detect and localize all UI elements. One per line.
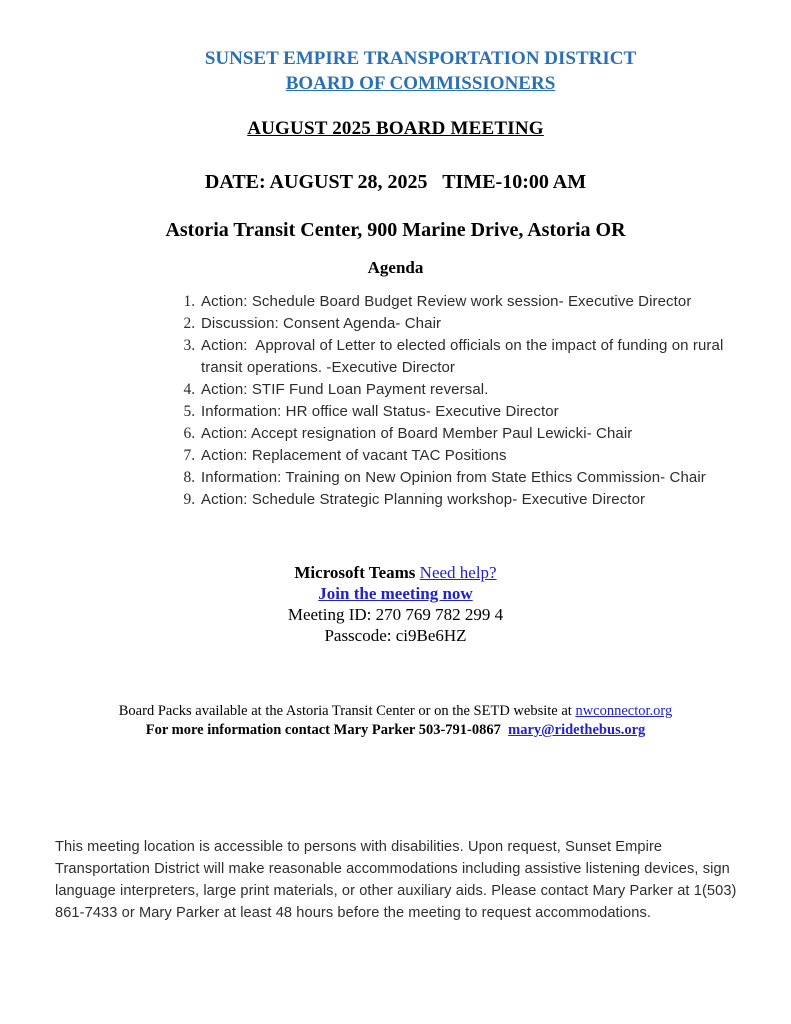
agenda-item-text: Action: Approval of Letter to elected officials on the impact of funding on rural transit operations. -Executive Director: [201, 337, 728, 376]
meeting-location: Astoria Transit Center, 900 Marine Drive, Astoria OR: [165, 219, 626, 241]
agenda-item-text: Action: STIF Fund Loan Payment reversal.: [201, 381, 489, 398]
passcode-line: [0, 625, 791, 646]
passcode-value: ci9Be6HZ: [395, 626, 467, 645]
agenda-item-text: Information: HR office wall Status- Executive Director: [201, 403, 559, 420]
org-name-line: SUNSET EMPIRE TRANSPORTATION DISTRICT: [204, 48, 637, 69]
agenda-item-text: Action: Schedule Strategic Planning workshop- Executive Director: [201, 491, 646, 508]
meeting-date-time: DATE: AUGUST 28, 2025 TIME-10:00 AM: [204, 171, 587, 193]
board-of-commissioners-line: BOARD OF COMMISSIONERS: [285, 73, 556, 94]
agenda-item-text: Action: Schedule Board Budget Review work session- Executive Director: [201, 293, 692, 310]
agenda-item-text: Information: Training on New Opinion from State Ethics Commission- Chair: [201, 469, 706, 486]
agenda-item-9: [199, 489, 755, 511]
microsoft-teams-label: Microsoft Teams: [294, 563, 420, 582]
meeting-id-label: Meeting ID:: [287, 605, 376, 624]
agenda-list: [176, 291, 755, 511]
agenda-heading: Agenda: [367, 258, 424, 277]
teams-meeting-block: [0, 562, 791, 646]
accessibility-notice: This meeting location is accessible to persons with disabilities. Upon request, Sunset Empire Transportation District will make reasonable accommodations including assistive listening devices, sign language interpreters, large print materials, or other auxiliary aids. Please contact Mary Parker at 1(503) 861-7433 or Mary Parker at least 48 hours before the meeting to request accommodations.: [55, 839, 737, 921]
agenda-item-text: Discussion: Consent Agenda- Chair: [201, 315, 442, 332]
org-title-block: [0, 0, 791, 96]
mary-email-link[interactable]: mary@ridethebus.org: [508, 722, 646, 738]
need-help-link[interactable]: Need help?: [419, 563, 497, 582]
agenda-item-8: [199, 467, 755, 489]
agenda-item-4: [199, 379, 755, 401]
meeting-id-value: 270 769 782 299 4: [375, 605, 504, 624]
agenda-item-7: [199, 445, 755, 467]
agenda-item-3: [199, 335, 755, 379]
agenda-item-text: Action: Accept resignation of Board Member Paul Lewicki- Chair: [201, 425, 633, 442]
contact-info-line: [0, 721, 791, 740]
join-meeting-line: [0, 583, 791, 604]
passcode-label: Passcode:: [324, 626, 396, 645]
agenda-item-2: [199, 313, 755, 335]
meeting-id-line: [0, 604, 791, 625]
teams-header-line: [0, 562, 791, 583]
board-packs-text: Board Packs available at the Astoria Transit Center or on the SETD website at: [118, 703, 576, 719]
board-packs-line: [0, 702, 791, 721]
nwconnector-link[interactable]: nwconnector.org: [575, 703, 673, 719]
agenda-item-text: Action: Replacement of vacant TAC Positions: [201, 447, 507, 464]
agenda-item-6: [199, 423, 755, 445]
agenda-item-5: [199, 401, 755, 423]
join-meeting-link[interactable]: Join the meeting now: [318, 584, 473, 603]
contact-info-text: For more information contact Mary Parker 503-791-0867: [145, 722, 509, 738]
board-packs-block: [0, 702, 791, 740]
meeting-title: AUGUST 2025 BOARD MEETING: [247, 118, 544, 139]
agenda-item-1: [199, 291, 755, 313]
